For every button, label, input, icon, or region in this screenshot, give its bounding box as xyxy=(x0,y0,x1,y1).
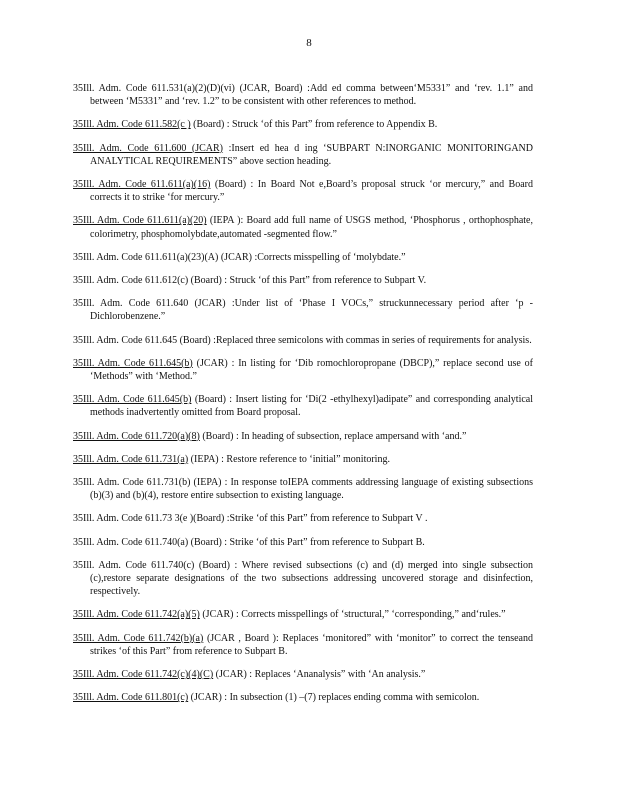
entry-text: (Board) : In Board Not e,Board’s proposal struck ‘or mercury,” and Board corrects it to strike ‘for mercury.” xyxy=(90,179,533,204)
citation: 35Ill. Adm. Code 611.640 (JCAR) xyxy=(73,298,226,310)
entry-text: (JCAR) : In listing for ‘Dib romochloropropane (DBCP),” replace second use of ‘Methods” with ‘Method.” xyxy=(90,357,534,383)
entry-text: :Strike ‘of this Part” from reference to Subpart V . xyxy=(224,513,428,525)
citation: 35Ill. Adm. Code 611.731(a) xyxy=(73,453,189,465)
citation: 35Ill. Adm. Code 611.742(c)(4)(C) xyxy=(73,669,214,681)
list-item xyxy=(73,274,533,287)
citation: 35Ill. Adm. Code 611.611(a)(16) xyxy=(73,179,211,191)
list-item xyxy=(73,297,533,323)
entry-text: (JCAR , Board ): Replaces ‘monitored” with ‘monitor” to correct the tenseand strikes ‘of this Part” from reference to Subpart B. xyxy=(90,632,533,657)
list-item xyxy=(73,214,533,240)
entry-text: (IEPA) : Restore reference to ‘initial” monitoring. xyxy=(188,453,390,465)
list-item xyxy=(73,393,533,419)
entry-text: :Replaced three semicolons with commas in series of requirements for analysis. xyxy=(210,334,532,346)
list-item xyxy=(73,453,533,466)
entry-text: :Under list of ‘Phase I VOCs,” struckunnecessary period after ‘p -Dichlorobenzene.” xyxy=(90,298,534,323)
entry-text: (Board) : Where revised subsections (c) and (d) merged into single subsection (c),restore separate designations of the two subsections addressing uncovered storage and disinfection, respectively. xyxy=(90,559,533,598)
list-item xyxy=(73,357,533,383)
list-item xyxy=(73,118,533,131)
citation: 35Ill. Adm. Code 611.740(a) xyxy=(73,536,189,548)
list-item xyxy=(73,536,533,549)
list-item xyxy=(73,430,533,443)
list-item xyxy=(73,632,533,658)
entry-text: (JCAR) : Corrects misspellings of ‘structural,” ‘corresponding,” and‘rules.” xyxy=(199,609,506,621)
citation: 35Ill. Adm. Code 611.612(c) xyxy=(73,275,189,287)
list-item xyxy=(73,608,533,621)
entry-text: (IEPA ): Board add full name of USGS method, ‘Phosphorus , orthophosphate, colorimetry, phosphomolybdate,automated -segmented flow.” xyxy=(90,215,533,240)
citation: 35Ill. Adm. Code 611.645(b) xyxy=(73,394,192,406)
entry-text: (Board) : Strike ‘of this Part” from reference to Subpart B. xyxy=(188,536,425,548)
citation: 35Ill. Adm. Code 611.731(b) xyxy=(73,477,191,489)
entry-text: (Board) : Struck ‘of this Part” from reference to Subpart V. xyxy=(188,275,427,287)
page-number: 8 xyxy=(306,37,312,49)
entry-text: (JCAR, Board) :Add ed comma between‘M5331” and ‘rev. 1.1” and between ‘M5331” and ‘rev. 1.2” to be consistent with other references to method. xyxy=(90,83,533,108)
citation: 35Ill. Adm. Code 611.645 (Board) xyxy=(73,334,211,346)
entry-text: (IEPA) : In response toIEPA comments addressing language of existing subsections (b)(3) and (b)(4), restore entire subsection to existing language. xyxy=(90,477,533,502)
entry-text: (Board) : Insert listing for ‘Di(2 -ethylhexyl)adipate” and corresponding analytical methods inadvertently omitted from Board proposal. xyxy=(90,394,534,419)
list-item xyxy=(73,668,533,681)
citation: 35Ill. Adm. Code 611.611(a)(20) xyxy=(73,215,207,227)
citation: 35Ill. Adm. Code 611.611(a)(23)(A) xyxy=(73,251,219,263)
list-item xyxy=(73,559,533,599)
citation: 35Ill. Adm. Code 611.645(b) xyxy=(73,357,193,369)
list-item xyxy=(73,691,533,704)
list-item xyxy=(73,512,533,525)
list-item xyxy=(73,82,533,108)
entry-text: :Insert ed hea d ing ‘SUBPART N:INORGANIC MONITORINGAND ANALYTICAL REQUIREMENTS” above section heading. xyxy=(90,142,533,167)
list-item xyxy=(73,476,533,502)
entry-text: (JCAR) :Corrects misspelling of ‘molybdate.” xyxy=(218,251,406,263)
entry-text: (Board) : Struck ‘of this Part” from reference to Appendix B. xyxy=(190,119,438,131)
list-item xyxy=(73,142,533,168)
entry-text: (Board) : In heading of subsection, replace ampersand with ‘and.” xyxy=(199,430,467,442)
citation: 35Ill. Adm. Code 611.582(c ) xyxy=(73,119,191,131)
citation: 35Ill. Adm. Code 611.740(c) xyxy=(73,559,195,571)
citation: 35Ill. Adm. Code 611.600 (JCAR) xyxy=(73,142,224,154)
citation: 35Ill. Adm. Code 611.73 3(e )(Board) xyxy=(73,513,225,525)
list-item xyxy=(73,178,533,204)
citation: 35Ill. Adm. Code 611.720(a)(8) xyxy=(73,430,200,442)
entry-text: (JCAR) : In subsection (1) –(7) replaces ending comma with semicolon. xyxy=(188,692,480,704)
entry-text: (JCAR) : Replaces ‘Ananalysis” with ‘An analysis.” xyxy=(213,669,426,681)
entry-list xyxy=(73,72,533,709)
citation: 35Ill. Adm. Code 611.531(a)(2)(D)(vi) xyxy=(73,83,235,94)
list-item xyxy=(73,251,533,264)
citation: 35Ill. Adm. Code 611.742(b)(a) xyxy=(73,632,204,644)
citation: 35Ill. Adm. Code 611.742(a)(5) xyxy=(73,609,200,621)
list-item xyxy=(73,334,533,347)
citation: 35Ill. Adm. Code 611.801(c) xyxy=(73,692,189,704)
